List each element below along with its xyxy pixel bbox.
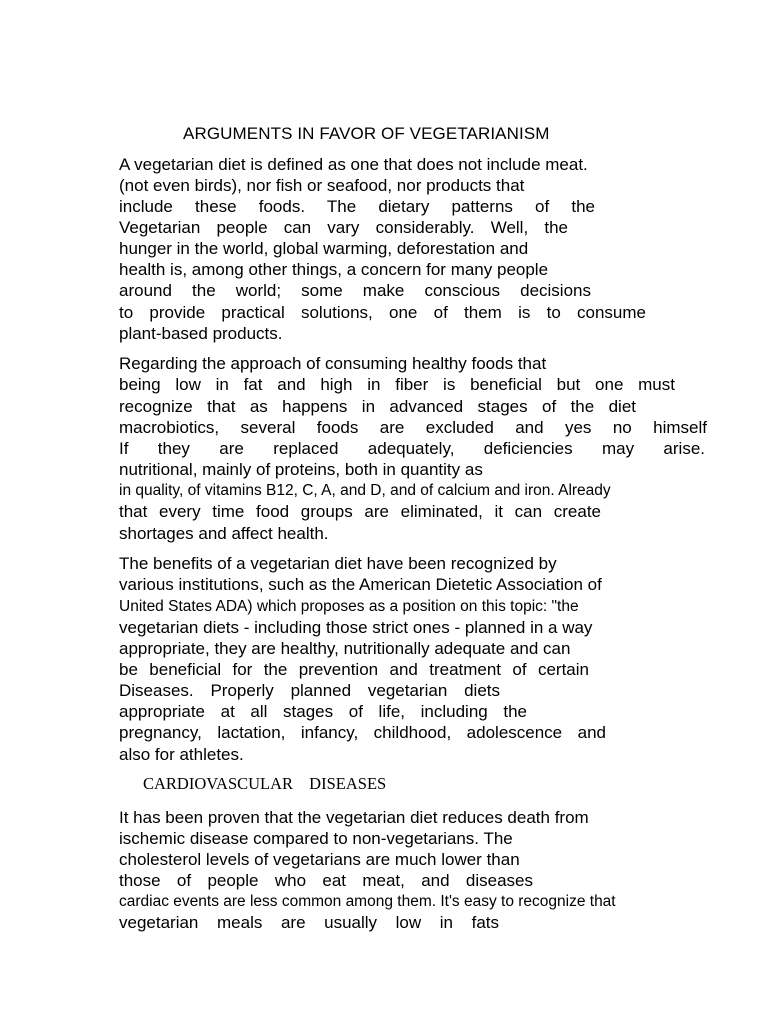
text-line: plant-based products. [119, 324, 283, 343]
text-line: be beneficial for the prevention and treatment of certain [119, 660, 589, 679]
text-line: various institutions, such as the American Dietetic Association of [119, 575, 602, 594]
text-line: It has been proven that the vegetarian diet reduces death from [119, 808, 589, 827]
text-line: vegetarian meals are usually low in fats [119, 913, 499, 932]
document-title: ARGUMENTS IN FAVOR OF VEGETARIANISM [183, 124, 550, 143]
text-line: recognize that as happens in advanced stages of the diet [119, 397, 636, 416]
text-line: If they are replaced adequately, deficiencies may arise. [119, 439, 705, 458]
text-line: nutritional, mainly of proteins, both in quantity as [119, 460, 483, 479]
text-line: around the world; some make conscious decisions [119, 281, 591, 300]
text-line: Vegetarian people can vary considerably. Well, the [119, 218, 568, 237]
text-line: in quality, of vitamins B12, C, A, and D, and of calcium and iron. Already [119, 482, 611, 499]
text-line: United States ADA) which proposes as a position on this topic: "the [119, 598, 579, 615]
text-line: also for athletes. [119, 745, 244, 764]
text-line: include these foods. The dietary patterns of the [119, 197, 595, 216]
text-line: Diseases. Properly planned vegetarian diets [119, 681, 500, 700]
text-line: shortages and affect health. [119, 524, 329, 543]
text-line: vegetarian diets - including those strict ones - planned in a way [119, 618, 593, 637]
text-line: appropriate, they are healthy, nutritionally adequate and can [119, 639, 571, 658]
text-line: Regarding the approach of consuming healthy foods that [119, 354, 547, 373]
text-line: pregnancy, lactation, infancy, childhood, adolescence and [119, 723, 606, 742]
text-line: cardiac events are less common among them. It's easy to recognize that [119, 893, 616, 910]
text-line: The benefits of a vegetarian diet have been recognized by [119, 554, 557, 573]
text-line: appropriate at all stages of life, including the [119, 702, 527, 721]
text-line: cholesterol levels of vegetarians are much lower than [119, 850, 520, 869]
text-line: those of people who eat meat, and diseases [119, 871, 533, 890]
text-line: macrobiotics, several foods are excluded and yes no himself [119, 418, 707, 437]
text-line: hunger in the world, global warming, deforestation and [119, 239, 529, 258]
text-line: A vegetarian diet is defined as one that does not include meat. [119, 155, 588, 174]
text-line: being low in fat and high in fiber is beneficial but one must [119, 375, 675, 394]
text-line: to provide practical solutions, one of them is to consume [119, 303, 646, 322]
text-line: health is, among other things, a concern for many people [119, 260, 549, 279]
text-line: ischemic disease compared to non-vegetarians. The [119, 829, 513, 848]
text-line: that every time food groups are eliminated, it can create [119, 502, 601, 521]
section-heading: CARDIOVASCULAR DISEASES [143, 774, 387, 793]
text-line: (not even birds), nor fish or seafood, nor products that [119, 176, 525, 195]
